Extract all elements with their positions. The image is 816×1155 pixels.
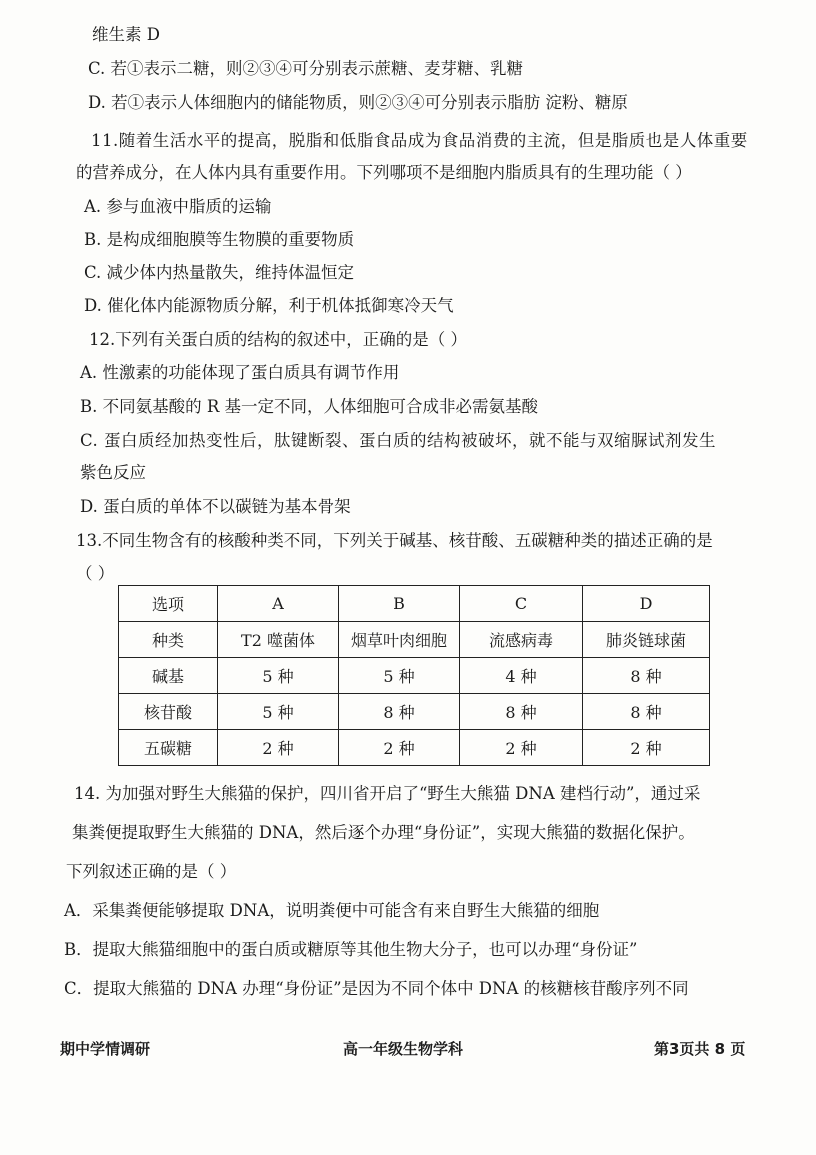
q12-option-d: D. 蛋白质的单体不以碳链为基本骨架 bbox=[80, 497, 351, 516]
nucleic-acid-table bbox=[118, 585, 710, 766]
table-header-cell: 选项 bbox=[119, 586, 218, 622]
table-row bbox=[119, 694, 710, 730]
table-cell: 2 种 bbox=[583, 730, 710, 766]
table-header-cell: B bbox=[339, 586, 460, 622]
table-cell: 核苷酸 bbox=[119, 694, 218, 730]
q14-option-a: A．采集粪便能够提取 DNA，说明粪便中可能含有来自野生大熊猫的细胞 bbox=[64, 901, 600, 920]
table-cell: 5 种 bbox=[339, 658, 460, 694]
table-cell: T2 噬菌体 bbox=[218, 622, 339, 658]
q14-option-c: C．提取大熊猫的 DNA 办理“身份证”是因为不同个体中 DNA 的核糖核苷酸序列不同 bbox=[64, 979, 689, 998]
q12-option-c-line2: 紫色反应 bbox=[80, 463, 146, 482]
q12-option-a: A. 性激素的功能体现了蛋白质具有调节作用 bbox=[80, 363, 400, 382]
table-row bbox=[119, 730, 710, 766]
table-cell: 2 种 bbox=[460, 730, 583, 766]
q11-option-a: A. 参与血液中脂质的运输 bbox=[84, 197, 272, 216]
footer-exam-name: 期中学情调研 bbox=[60, 1040, 151, 1058]
table-header-cell: C bbox=[460, 586, 583, 622]
q12-stem: 12.下列有关蛋白质的结构的叙述中，正确的是（ ） bbox=[89, 330, 467, 349]
q10-option-d: D. 若①表示人体细胞内的储能物质，则②③④可分别表示脂肪 淀粉、糖原 bbox=[88, 93, 628, 112]
table-row bbox=[119, 658, 710, 694]
q12-option-c-line1: C. 蛋白质经加热变性后，肽键断裂、蛋白质的结构被破坏，就不能与双缩脲试剂发生 bbox=[80, 431, 717, 450]
table-cell: 5 种 bbox=[218, 658, 339, 694]
table-cell: 种类 bbox=[119, 622, 218, 658]
q11-option-b: B. 是构成细胞膜等生物膜的重要物质 bbox=[84, 230, 355, 249]
table-cell: 碱基 bbox=[119, 658, 218, 694]
table-cell: 8 种 bbox=[339, 694, 460, 730]
q11-stem-line2: 的营养成分，在人体内具有重要作用。下列哪项不是细胞内脂质具有的生理功能（ ） bbox=[76, 163, 692, 182]
q14-stem-line1: 14. 为加强对野生大熊猫的保护，四川省开启了“野生大熊猫 DNA 建档行动”，通过采 bbox=[74, 784, 701, 803]
table-cell: 2 种 bbox=[218, 730, 339, 766]
q12-option-b: B. 不同氨基酸的 R 基一定不同，人体细胞可合成非必需氨基酸 bbox=[80, 397, 539, 416]
table-cell: 肺炎链球菌 bbox=[583, 622, 710, 658]
q14-stem-line2: 集粪便提取野生大熊猫的 DNA，然后逐个办理“身份证”，实现大熊猫的数据化保护。 bbox=[72, 823, 695, 842]
q11-option-c: C. 减少体内热量散失，维持体温恒定 bbox=[84, 263, 355, 282]
table-header-cell: D bbox=[583, 586, 710, 622]
table-cell: 8 种 bbox=[583, 658, 710, 694]
footer-page-number: 第3页共 8 页 bbox=[654, 1040, 746, 1058]
q11-option-d: D. 催化体内能源物质分解，利于机体抵御寒冷天气 bbox=[84, 296, 454, 315]
table-cell: 5 种 bbox=[218, 694, 339, 730]
q13-stem-line1: 13.不同生物含有的核酸种类不同，下列关于碱基、核苷酸、五碳糖种类的描述正确的是 bbox=[76, 531, 713, 550]
table-row bbox=[119, 622, 710, 658]
q11-stem-line1: 11.随着生活水平的提高，脱脂和低脂食品成为食品消费的主流，但是脂质也是人体重要 bbox=[91, 131, 748, 150]
footer-subject: 高一年级生物学科 bbox=[343, 1040, 464, 1058]
q10-option-b-cont: 维生素 D bbox=[92, 25, 160, 44]
table-cell: 2 种 bbox=[339, 730, 460, 766]
table-cell: 流感病毒 bbox=[460, 622, 583, 658]
table-header-cell: A bbox=[218, 586, 339, 622]
q14-option-b: B．提取大熊猫细胞中的蛋白质或糖原等其他生物大分子，也可以办理“身份证” bbox=[64, 940, 638, 959]
table-cell: 8 种 bbox=[460, 694, 583, 730]
q10-option-c: C. 若①表示二糖，则②③④可分别表示蔗糖、麦芽糖、乳糖 bbox=[88, 59, 524, 78]
table-header-row bbox=[119, 586, 710, 622]
table-cell: 烟草叶肉细胞 bbox=[339, 622, 460, 658]
q14-stem-line3: 下列叙述正确的是（ ） bbox=[66, 862, 237, 881]
table-cell: 4 种 bbox=[460, 658, 583, 694]
table-cell: 五碳糖 bbox=[119, 730, 218, 766]
q13-stem-line2: （ ） bbox=[76, 564, 115, 583]
table-cell: 8 种 bbox=[583, 694, 710, 730]
